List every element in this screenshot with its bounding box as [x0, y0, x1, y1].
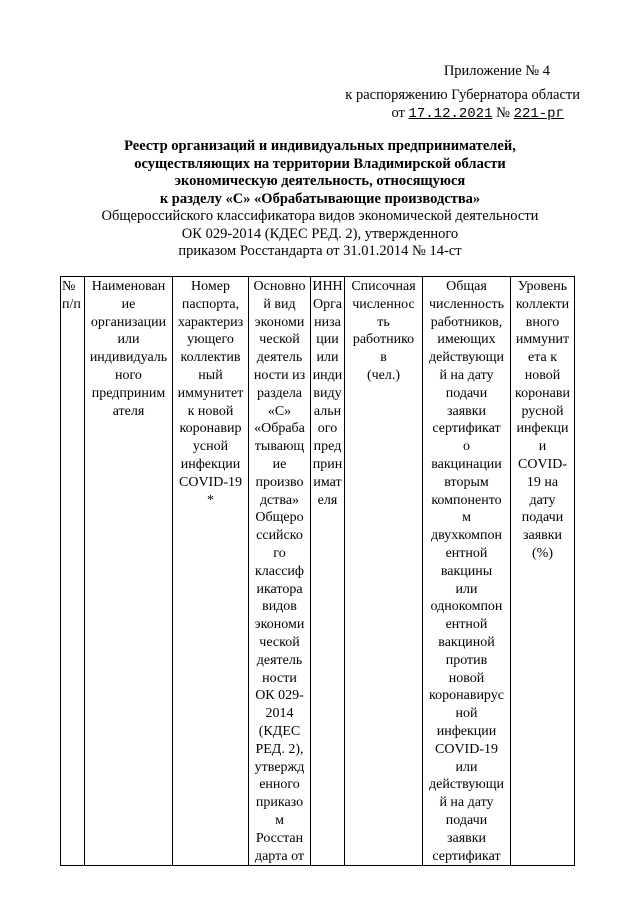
order-number: 221-рг [513, 106, 564, 122]
registry-table [60, 276, 575, 866]
header-cell-vaccinated-count: Общая численность работников, имеющих действующи й на дату подачи заявки сертификат о вакцинации вторым компоненто м двухкомпон ентной вакцины или однокомпон ентной вакциной против новой коронавирус ной инфекции COVID-19 или действующи й на дату подачи заявки сертификат [423, 277, 511, 866]
appendix-label: Приложение № 4 [443, 63, 550, 79]
from-label: от [391, 105, 405, 121]
table-header-row [61, 277, 575, 866]
title-line: Реестр организаций и индивидуальных предпринимателей, [124, 138, 516, 154]
header-cell-immunity-level: Уровень коллекти вного иммунит ета к новой коронави русной инфекци и COVID- 19 на дату подачи заявки (%) [511, 277, 575, 866]
title-line: к разделу «С» «Обрабатывающие производства» [159, 190, 481, 207]
header-cell-inn: ИНН Орга низа ции или инди виду альн ого пред прин имат еля [311, 277, 345, 866]
number-label: № [496, 105, 510, 121]
header-cell-staff-count: Списочная численнос ть работнико в (чел.) [345, 277, 423, 866]
appendix-order-reference: к распоряжению Губернатора области [345, 87, 580, 103]
title-line: экономическую деятельность, относящуюся [174, 173, 466, 189]
header-cell-organization: Наименован ие организации или индивидуаль ного предприним ателя [85, 277, 173, 866]
header-cell-activity: Основно й вид экономи ческой деятель ности из раздела «С» «Обраба тывающ ие произво дства» Общеро ссийско го классиф икатора видов экономи ческой деятель ности ОК 029- 2014 (КДЕС РЕД. 2), утвержд енного приказо м Росстан дарта от [249, 277, 311, 866]
subtitle-line: ОК 029-2014 (КДЕС РЕД. 2), утвержденного [181, 225, 459, 242]
subtitle-line: приказом Росстандарта от 31.01.2014 № 14-ст [178, 243, 462, 259]
subtitle-line: Общероссийского классификатора видов экономической деятельности [101, 208, 539, 224]
header-cell-passport: Номер паспорта, характериз ующего коллектив ный иммунитет к новой коронавир усной инфекции COVID-19 * [173, 277, 249, 866]
header-cell-number: № п/п [61, 277, 85, 866]
order-date: 17.12.2021 [408, 106, 493, 122]
document-title [0, 138, 640, 261]
title-line: осуществляющих на территории Владимирской области [134, 155, 506, 172]
appendix-date-number [391, 104, 564, 123]
